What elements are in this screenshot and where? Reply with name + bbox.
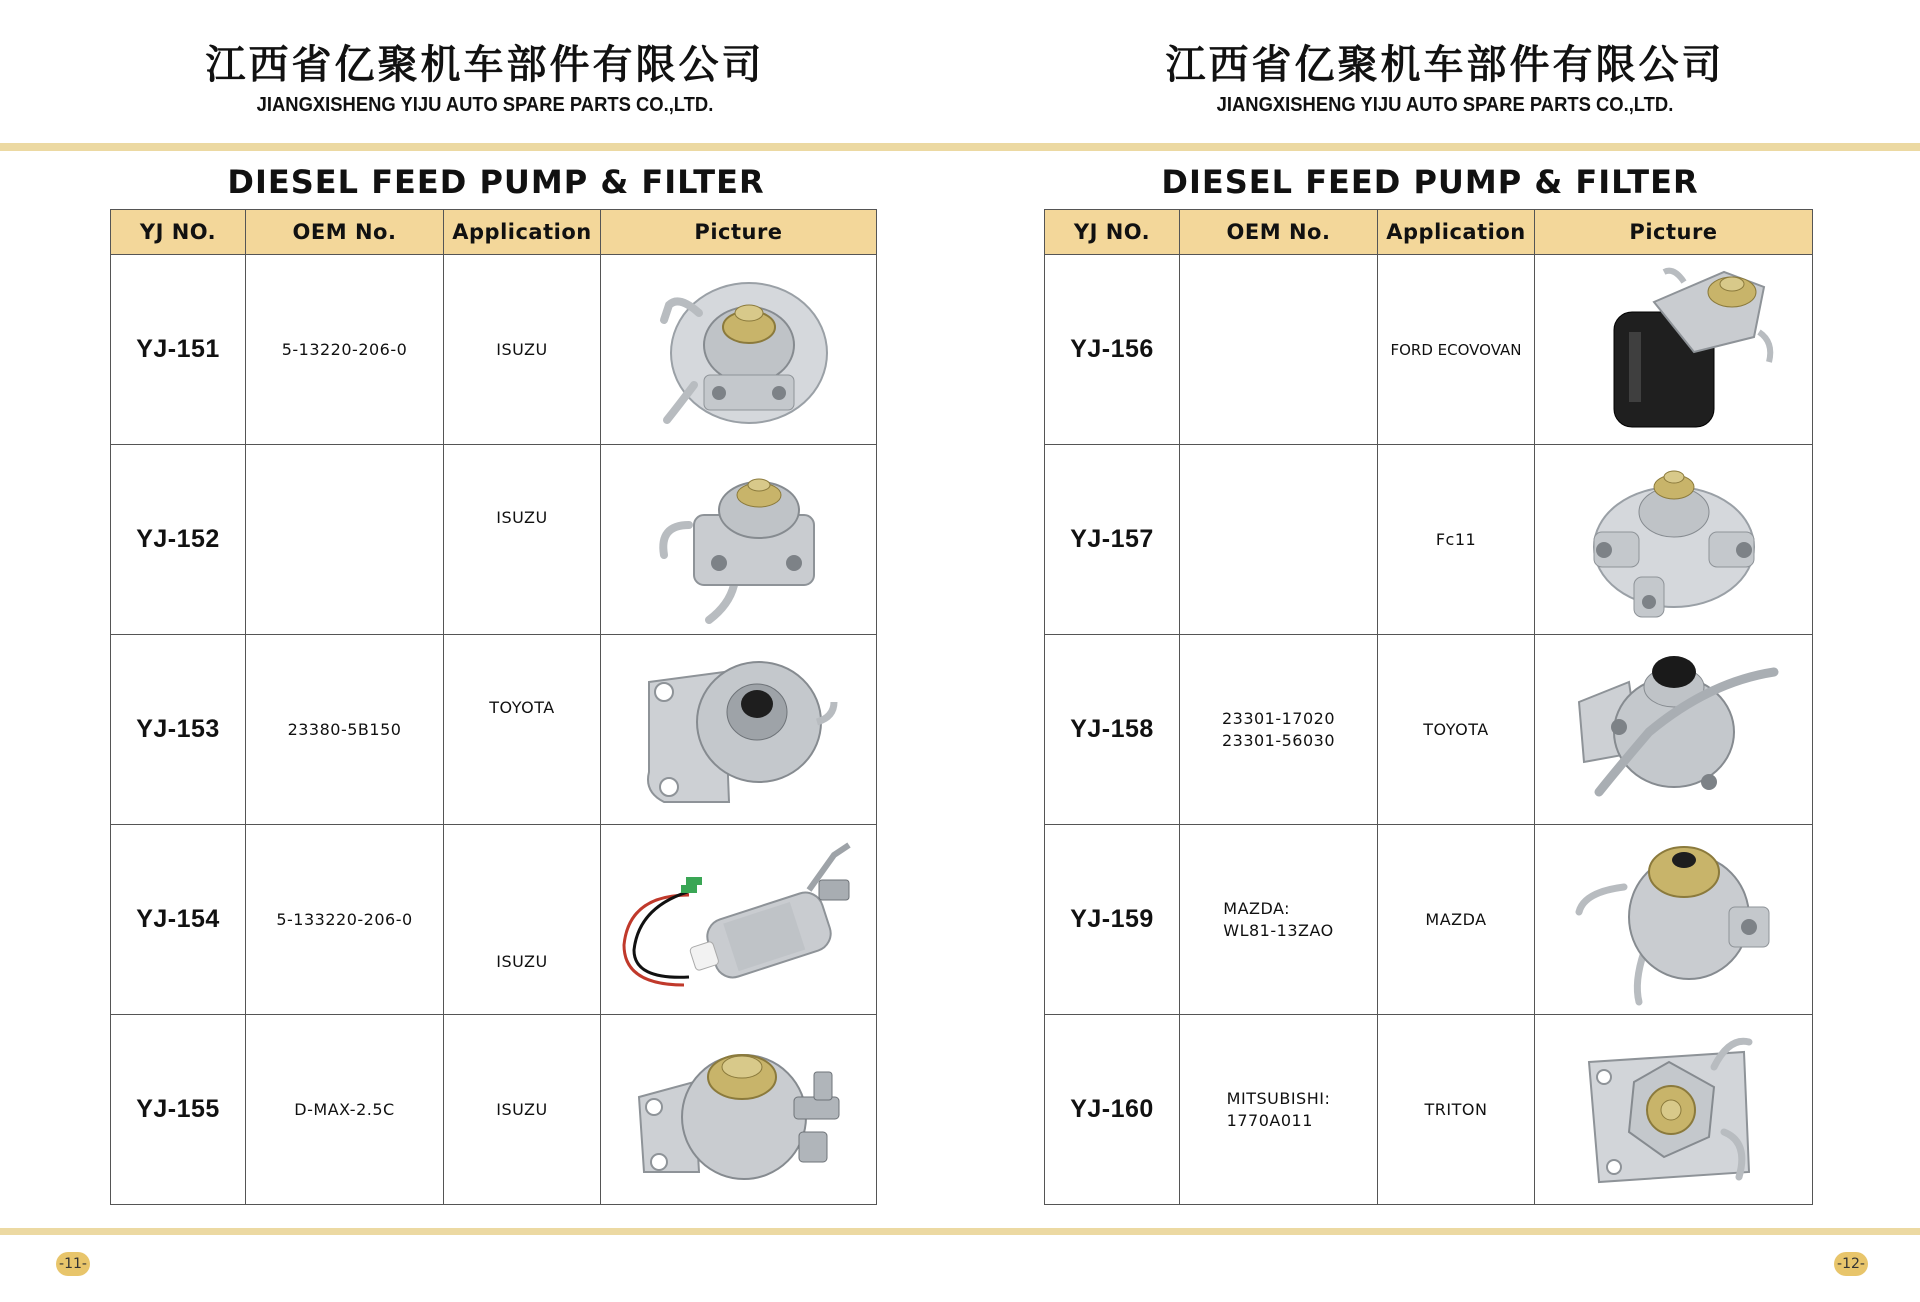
oem-number-line: WL81-13ZAO (1223, 920, 1334, 940)
company-header-right (1065, 40, 1825, 120)
oem-number-line: 23301-17020 (1221, 708, 1336, 728)
parts-table-left (110, 209, 877, 1205)
yj-number: YJ-155 (136, 1095, 220, 1123)
oem-number-line: MAZDA: (1223, 898, 1291, 918)
section-title: DIESEL FEED PUMP & FILTER (1161, 163, 1699, 201)
application: FORD ECOVOVAN (1390, 341, 1522, 359)
application: ISUZU (496, 340, 548, 359)
header-yj-no: YJ NO. (1045, 210, 1180, 255)
company-name-cn: 江西省亿聚机车部件有限公司 (205, 42, 765, 88)
oem-number-line: MITSUBISHI: (1226, 1088, 1331, 1108)
header-application: Application (444, 210, 601, 255)
page-number: -11- (56, 1252, 90, 1276)
application: MAZDA (1425, 910, 1487, 929)
table-row (111, 255, 877, 445)
oem-number-line: 1770A011 (1226, 1110, 1313, 1130)
header-oem-no: OEM No. (1180, 210, 1378, 255)
yj-number: YJ-156 (1070, 335, 1154, 363)
header-picture: Picture (1535, 210, 1813, 255)
table-row (1045, 635, 1813, 825)
product-photo (601, 255, 877, 445)
application: TOYOTA (489, 697, 555, 717)
application: Fc11 (1435, 530, 1477, 549)
parts-table-right (1044, 209, 1813, 1205)
yj-number: YJ-153 (136, 715, 220, 743)
header-picture: Picture (601, 210, 877, 255)
oem-number: 5-13220-206-0 (281, 339, 408, 359)
product-photo (601, 825, 877, 1015)
table-row (1045, 255, 1813, 445)
yj-number: YJ-154 (136, 905, 220, 933)
product-photo (601, 445, 877, 635)
oem-number-group (1223, 898, 1333, 942)
product-photo (601, 1015, 877, 1205)
application: TOYOTA (1423, 720, 1489, 739)
company-name-cn: 江西省亿聚机车部件有限公司 (1165, 42, 1725, 88)
table-row (1045, 1015, 1813, 1205)
table-row (111, 445, 877, 635)
oem-number-group (1227, 1088, 1331, 1132)
table-row (1045, 825, 1813, 1015)
product-photo (1535, 825, 1813, 1015)
table-row (111, 825, 877, 1015)
header-application: Application (1378, 210, 1535, 255)
application: ISUZU (496, 507, 548, 527)
company-name-en: JIANGXISHENG YIJU AUTO SPARE PARTS CO.,LTD. (256, 94, 714, 116)
yj-number: YJ-158 (1070, 715, 1154, 743)
yj-number: YJ-157 (1070, 525, 1154, 553)
application: ISUZU (496, 952, 548, 971)
yj-number: YJ-159 (1070, 905, 1154, 933)
product-photo (601, 635, 877, 825)
product-photo (1535, 255, 1813, 445)
section-title: DIESEL FEED PUMP & FILTER (227, 163, 765, 201)
yj-number: YJ-151 (136, 335, 220, 363)
header-divider-band (0, 143, 1920, 151)
table-row (111, 635, 877, 825)
oem-number: D-MAX-2.5C (294, 1099, 395, 1119)
application: TRITON (1424, 1100, 1488, 1119)
product-photo (1535, 1015, 1813, 1205)
yj-number: YJ-152 (136, 525, 220, 553)
page-number: -12- (1834, 1252, 1868, 1276)
application: ISUZU (496, 1100, 548, 1119)
oem-number-group (1222, 708, 1335, 752)
oem-number-line: 23301-56030 (1221, 730, 1336, 750)
company-header-left (105, 40, 865, 120)
table-row (1045, 445, 1813, 635)
header-oem-no: OEM No. (246, 210, 444, 255)
table-row (111, 1015, 877, 1205)
company-name-en: JIANGXISHENG YIJU AUTO SPARE PARTS CO.,LTD. (1216, 94, 1674, 116)
table-header-row (111, 210, 877, 255)
header-yj-no: YJ NO. (111, 210, 246, 255)
oem-number: 5-133220-206-0 (276, 909, 413, 929)
footer-divider-band (0, 1228, 1920, 1235)
yj-number: YJ-160 (1070, 1095, 1154, 1123)
product-photo (1535, 445, 1813, 635)
oem-number: 23380-5B150 (287, 719, 402, 739)
table-header-row (1045, 210, 1813, 255)
product-photo (1535, 635, 1813, 825)
